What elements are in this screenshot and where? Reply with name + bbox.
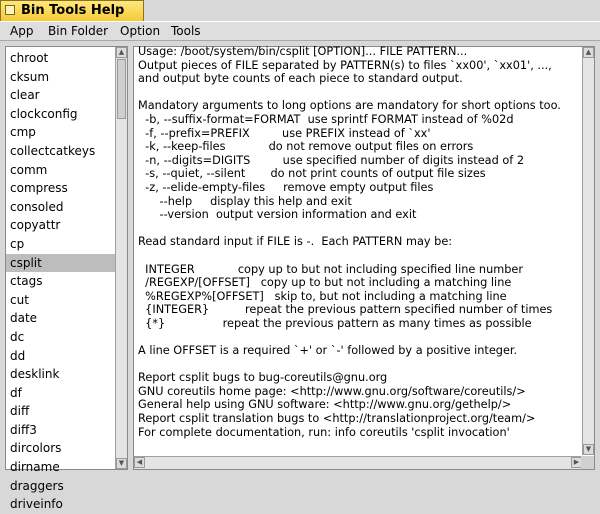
list-item[interactable]: dirname bbox=[10, 460, 60, 475]
window-tab[interactable] bbox=[0, 0, 144, 21]
help-line: {*} repeat the previous pattern as many times as possible bbox=[138, 316, 532, 330]
list-item[interactable]: chroot bbox=[10, 51, 49, 65]
arrow-up-icon[interactable]: ▲ bbox=[116, 47, 127, 58]
help-line: -f, --prefix=PREFIX use PREFIX instead of `xx' bbox=[138, 126, 431, 140]
list-item[interactable]: csplit bbox=[6, 254, 116, 273]
list-item[interactable]: driveinfo bbox=[10, 497, 63, 512]
arrow-left-icon[interactable]: ◀ bbox=[134, 457, 145, 468]
list-item[interactable]: draggers bbox=[10, 478, 64, 493]
help-line: -z, --elide-empty-files remove empty output files bbox=[138, 180, 434, 194]
list-item[interactable]: diff3 bbox=[10, 422, 37, 437]
help-line: {INTEGER} repeat the previous pattern specified number of times bbox=[138, 303, 553, 317]
arrow-down-icon[interactable]: ▼ bbox=[116, 458, 127, 469]
help-horizontal-scrollbar[interactable] bbox=[134, 456, 582, 469]
help-line: Read standard input if FILE is -. Each PATTERN may be: bbox=[138, 235, 453, 249]
list-item[interactable]: dd bbox=[10, 348, 26, 363]
help-line: --version output version information and exit bbox=[138, 208, 417, 222]
close-box-icon[interactable] bbox=[5, 5, 15, 15]
help-line: Mandatory arguments to long options are mandatory for short options too. bbox=[138, 99, 561, 113]
menu-tools[interactable]: Tools bbox=[171, 24, 201, 38]
help-line bbox=[138, 249, 578, 263]
help-line bbox=[138, 330, 578, 344]
help-line: GNU coreutils home page: <http://www.gnu.org/software/coreutils/> bbox=[138, 384, 526, 398]
help-line: A line OFFSET is a required `+' or `-' followed by a positive integer. bbox=[138, 344, 518, 358]
list-item[interactable]: cp bbox=[10, 236, 25, 251]
help-line: INTEGER copy up to but not including specified line number bbox=[138, 262, 523, 276]
help-line: Report csplit bugs to bug-coreutils@gnu.org bbox=[138, 371, 388, 385]
list-item[interactable]: cksum bbox=[10, 69, 50, 84]
list-item[interactable]: comm bbox=[10, 162, 48, 177]
menubar bbox=[0, 21, 600, 41]
list-item[interactable]: collectcatkeys bbox=[10, 143, 96, 158]
list-item[interactable]: consoled bbox=[10, 199, 64, 214]
list-item[interactable]: ctags bbox=[10, 274, 43, 289]
list-item[interactable]: clear bbox=[10, 88, 40, 103]
list-item[interactable]: cut bbox=[10, 292, 29, 307]
help-line: --help display this help and exit bbox=[138, 194, 352, 208]
menu-option[interactable]: Option bbox=[120, 24, 161, 38]
help-line: and output byte counts of each piece to standard output. bbox=[138, 72, 463, 86]
arrow-right-icon[interactable]: ▶ bbox=[571, 457, 582, 468]
help-line: /REGEXP/[OFFSET] copy up to but not including a matching line bbox=[138, 276, 512, 290]
menu-bin-folder[interactable]: Bin Folder bbox=[48, 24, 109, 38]
command-list[interactable] bbox=[5, 46, 128, 512]
help-line bbox=[138, 86, 578, 100]
help-vertical-scrollbar[interactable] bbox=[582, 47, 594, 455]
list-item[interactable]: cmp bbox=[10, 125, 36, 140]
list-item[interactable]: dc bbox=[10, 329, 25, 344]
list-item[interactable]: df bbox=[10, 385, 22, 400]
list-item[interactable]: desklink bbox=[10, 367, 60, 382]
command-list-items bbox=[6, 49, 116, 514]
menu-app[interactable]: App bbox=[10, 24, 34, 38]
list-item[interactable]: dircolors bbox=[10, 441, 62, 456]
help-line: %REGEXP%[OFFSET] skip to, but not including a matching line bbox=[138, 289, 507, 303]
list-item[interactable]: clockconfig bbox=[10, 106, 78, 121]
list-item[interactable]: compress bbox=[10, 181, 68, 196]
list-scrollbar[interactable] bbox=[115, 47, 127, 469]
window-title: Bin Tools Help bbox=[21, 3, 125, 18]
help-line: Output pieces of FILE separated by PATTERN(s) to files `xx00', `xx01', ..., bbox=[138, 58, 552, 72]
help-line: Usage: /boot/system/bin/csplit [OPTION]... FILE PATTERN... bbox=[138, 45, 468, 58]
help-line: Report csplit translation bugs to <http://translationproject.org/team/> bbox=[138, 412, 536, 426]
help-line: -k, --keep-files do not remove output files on errors bbox=[138, 140, 474, 154]
help-text-view[interactable] bbox=[133, 46, 595, 470]
arrow-down-icon[interactable]: ▼ bbox=[583, 444, 594, 455]
help-line: -n, --digits=DIGITS use specified number of digits instead of 2 bbox=[138, 153, 525, 167]
help-text bbox=[138, 45, 578, 439]
help-line bbox=[138, 222, 578, 236]
help-line: -s, --quiet, --silent do not print counts of output file sizes bbox=[138, 167, 486, 181]
list-scroll-thumb[interactable] bbox=[117, 59, 126, 119]
help-line: -b, --suffix-format=FORMAT use sprintf FORMAT instead of %02d bbox=[138, 112, 514, 126]
help-line: For complete documentation, run: info coreutils 'csplit invocation' bbox=[138, 425, 510, 439]
help-line: General help using GNU software: <http://www.gnu.org/gethelp/> bbox=[138, 398, 512, 412]
list-item[interactable]: diff bbox=[10, 404, 30, 419]
list-item[interactable]: date bbox=[10, 311, 38, 326]
arrow-up-icon[interactable]: ▲ bbox=[583, 47, 594, 58]
window-titlebar bbox=[0, 0, 600, 22]
help-line bbox=[138, 358, 578, 372]
scroll-corner bbox=[581, 456, 594, 469]
list-item[interactable]: copyattr bbox=[10, 218, 61, 233]
